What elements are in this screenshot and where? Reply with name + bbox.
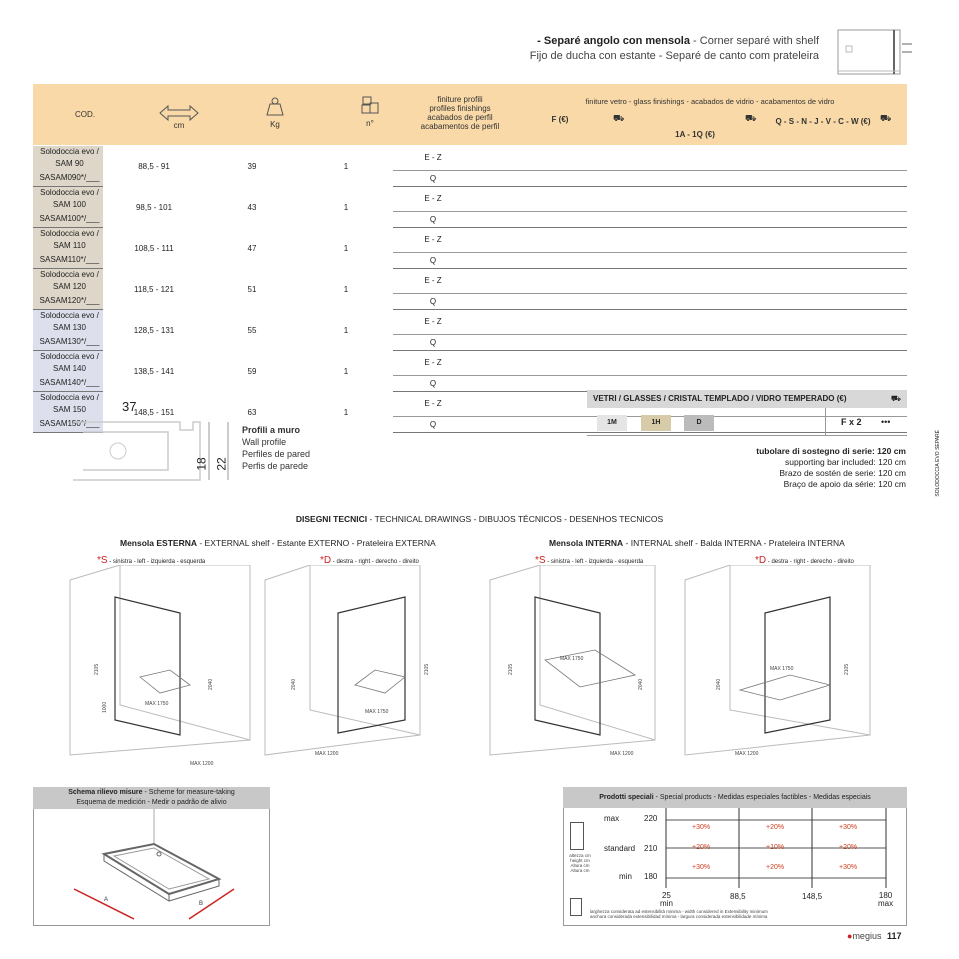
product-name: Solodoccia evo / SAM 150 xyxy=(33,392,103,417)
swatch-1h: 1H xyxy=(641,415,671,431)
product-name: Solodoccia evo / SAM 100 xyxy=(33,187,103,212)
special-cell: +20% xyxy=(692,844,711,851)
product-n: 1 xyxy=(343,161,349,171)
drawings-title: DISEGNI TECNICI - TECHNICAL DRAWINGS - DIBUJOS TÉCNICOS - DESENHOS TECNICOS xyxy=(295,514,664,524)
special-header: Prodotti speciali - Special products - Medidas especiales factibles - Medidas especiais xyxy=(563,787,907,808)
col-kg: Kg xyxy=(270,120,280,129)
svg-text:MAX 1750: MAX 1750 xyxy=(560,656,584,662)
finish-q: Q xyxy=(393,375,473,392)
header-title: - Separé angolo con mensola xyxy=(537,35,690,47)
glasses-row xyxy=(587,408,907,436)
product-kg: 39 xyxy=(247,161,257,171)
finish-ez: E - Z xyxy=(393,146,473,170)
svg-text:2040: 2040 xyxy=(291,678,297,690)
finish-q: Q xyxy=(393,416,473,433)
product-cm: 98,5 - 101 xyxy=(135,202,173,212)
product-kg: 59 xyxy=(247,366,257,376)
truck-icon-2: ⛟ xyxy=(745,113,757,123)
ext-right-label: *D - destra - right - derecho - direito xyxy=(320,555,419,566)
product-cm: 128,5 - 131 xyxy=(133,325,175,335)
x-88: 88,5 xyxy=(730,892,746,901)
schema-box xyxy=(33,809,270,926)
product-code: SASAM090*/___ xyxy=(33,170,103,187)
product-cm: 138,5 - 141 xyxy=(133,366,175,376)
swatch-d: D xyxy=(684,415,714,431)
svg-text:2105: 2105 xyxy=(424,663,430,675)
table-row xyxy=(33,146,907,170)
col-f: F (€) xyxy=(551,115,569,124)
row-std-val: 210 xyxy=(644,844,658,853)
svg-text:A: A xyxy=(104,897,109,903)
x-180: 180 max xyxy=(878,891,894,908)
external-shelf-title: Mensola ESTERNA - EXTERNAL shelf - Estante EXTERNO - Prateleira EXTERNA xyxy=(120,538,436,548)
svg-text:MAX 1200: MAX 1200 xyxy=(315,751,339,757)
profile-dim-18: 18 xyxy=(194,457,209,471)
special-cell: +30% xyxy=(839,864,858,871)
product-name: Solodoccia evo / SAM 120 xyxy=(33,269,103,294)
product-code: SASAM110*/___ xyxy=(33,252,103,269)
profile-dim-22: 22 xyxy=(214,457,229,471)
truck-icon-3: ⛟ xyxy=(880,113,892,123)
finish-ez: E - Z xyxy=(393,228,473,253)
schema-drawing xyxy=(34,809,269,924)
product-n: 1 xyxy=(343,243,349,253)
truck-icon: ⛟ xyxy=(613,113,625,123)
schema-header: Schema rilievo misure - Scheme for measure-taking Esquema de medición - Medir o padrão de alivio xyxy=(33,787,270,809)
special-cell: +20% xyxy=(766,824,785,831)
special-box xyxy=(563,808,907,926)
special-cell: +20% xyxy=(766,864,785,871)
product-code: SASAM140*/___ xyxy=(33,375,103,392)
int-left-label: *S - sinistra - left - izquierda - esquerda xyxy=(535,555,644,566)
special-cell: +30% xyxy=(692,824,711,831)
product-n: 1 xyxy=(343,202,349,212)
product-code: SASAM130*/___ xyxy=(33,334,103,351)
side-label: SOLODOCCIA EVO SEPARÉ xyxy=(935,430,941,497)
table-row xyxy=(33,269,907,294)
product-n: 1 xyxy=(343,407,349,417)
width-note: larghezza considerata ad estensibilità minima - width considered in Extensibility minimum anchura considerada extensibilidad mínima - largura considerada extensibilidade mínima xyxy=(590,909,768,919)
row-std-label: standard xyxy=(604,844,636,853)
svg-text:MAX 1200: MAX 1200 xyxy=(735,751,759,757)
product-code: SASAM120*/___ xyxy=(33,293,103,310)
product-cm: 148,5 - 151 xyxy=(133,407,175,417)
finish-q: Q xyxy=(393,293,473,310)
ext-left-label: *S - sinistra - left - izquierda - esquerda xyxy=(97,555,206,566)
support-bar-info: tubolare di sostegno di serie: 120 cm supporting bar included: 120 cm Brazo de sostén de serie: 120 cm Braço de apoio da série: 120 cm xyxy=(756,446,906,489)
brand: megius xyxy=(852,931,882,941)
svg-text:B: B xyxy=(199,901,204,907)
svg-text:MAX 1750: MAX 1750 xyxy=(145,701,169,707)
product-cm: 118,5 - 121 xyxy=(134,284,174,294)
special-cell: +20% xyxy=(839,844,858,851)
col-cm: cm xyxy=(173,121,185,130)
glass-dots: ••• xyxy=(881,417,891,427)
table-row xyxy=(33,351,907,376)
product-n: 1 xyxy=(343,325,349,335)
special-cell: +30% xyxy=(692,864,711,871)
col-cod: COD. xyxy=(75,110,95,119)
svg-text:MAX 1200: MAX 1200 xyxy=(610,751,634,757)
page-header xyxy=(530,34,819,64)
row-max-val: 220 xyxy=(644,814,658,823)
svg-text:2105: 2105 xyxy=(508,663,514,675)
product-name: Solodoccia evo / SAM 130 xyxy=(33,310,103,335)
table-row xyxy=(33,187,907,212)
svg-text:2040: 2040 xyxy=(638,678,644,690)
special-cell: +10% xyxy=(766,844,785,851)
col-1a: 1A - 1Q (€) xyxy=(675,130,715,139)
finish-ez: E - Z xyxy=(393,310,473,335)
special-cell: +30% xyxy=(839,824,858,831)
profile-labels: Profili a muro Wall profile Perfiles de pared Perfis de parede xyxy=(242,425,311,471)
finish-q: Q xyxy=(393,252,473,269)
finish-ez: E - Z xyxy=(393,269,473,294)
header-title-en: - Corner separé with shelf xyxy=(690,35,819,47)
width-icon xyxy=(570,898,582,916)
col-glass: finiture vetro - glass finishings - acabados de vidrio - acabamentos de vidro xyxy=(585,97,835,106)
product-kg: 51 xyxy=(247,284,257,294)
product-n: 1 xyxy=(343,366,349,376)
svg-text:MAX 1200: MAX 1200 xyxy=(190,761,214,767)
technical-drawings xyxy=(60,565,900,775)
int-right-label: *D - destra - right - derecho - direito xyxy=(755,555,854,566)
product-kg: 43 xyxy=(247,202,257,212)
col-codes: Q - S - N - J - V - C - W (€) xyxy=(775,117,871,126)
finish-q: Q xyxy=(393,334,473,351)
swatch-1m: 1M xyxy=(597,415,627,431)
finish-q: Q xyxy=(393,211,473,228)
product-n: 1 xyxy=(343,284,349,294)
finish-q: Q xyxy=(393,170,473,187)
product-code: SASAM150*/___ xyxy=(33,416,103,433)
row-max-label: max xyxy=(604,814,620,823)
glass-fx: F x 2 xyxy=(841,417,862,427)
footer: ●megius 117 xyxy=(847,931,902,941)
svg-text:2105: 2105 xyxy=(94,663,100,675)
internal-shelf-title: Mensola INTERNA - INTERNAL shelf - Balda INTERNA - Prateleira INTERNA xyxy=(549,538,845,548)
row-min-label: min xyxy=(619,872,632,881)
height-note: altezza cm height cm Altura cm Altura cm xyxy=(569,853,591,873)
svg-text:2040: 2040 xyxy=(716,678,722,690)
row-min-val: 180 xyxy=(644,872,658,881)
product-cm: 108,5 - 111 xyxy=(134,243,174,253)
packages-icon xyxy=(360,95,380,115)
product-kg: 55 xyxy=(247,325,257,335)
finish-ez: E - Z xyxy=(393,187,473,212)
glasses-header: VETRI / GLASSES / CRISTAL TEMPLADO / VIDRO TEMPERADO (€) ⛟ xyxy=(587,390,907,408)
product-kg: 63 xyxy=(247,407,257,417)
height-icon xyxy=(570,822,584,850)
table-row xyxy=(33,310,907,335)
weight-icon xyxy=(265,97,285,117)
svg-text:MAX 1750: MAX 1750 xyxy=(365,709,389,715)
product-kg: 47 xyxy=(247,243,257,253)
product-code: SASAM100*/___ xyxy=(33,211,103,228)
wall-profile-drawing xyxy=(68,410,238,490)
x-148: 148,5 xyxy=(802,892,823,901)
svg-text:2105: 2105 xyxy=(844,663,850,675)
width-arrows-icon xyxy=(158,104,200,122)
profile-dim-top: 37 xyxy=(122,399,137,414)
x-25: 25 min xyxy=(660,891,673,908)
svg-text:MAX 1750: MAX 1750 xyxy=(770,666,794,672)
col-n: n° xyxy=(366,119,374,128)
product-name: Solodoccia evo / SAM 90 xyxy=(33,146,103,170)
col-finish: finiture profili profiles finishings acabados de perfil acabamentos de perfil xyxy=(420,95,500,131)
header-title-line2: Fijo de ducha con estante - Separé de canto com prateleira xyxy=(529,50,819,62)
product-name: Solodoccia evo / SAM 140 xyxy=(33,351,103,376)
svg-text:1000: 1000 xyxy=(102,701,108,713)
corner-diagram-icon xyxy=(836,28,916,78)
svg-text:2040: 2040 xyxy=(208,678,214,690)
product-cm: 88,5 - 91 xyxy=(138,161,170,171)
finish-ez: E - Z xyxy=(393,392,473,417)
product-name: Solodoccia evo / SAM 110 xyxy=(33,228,103,253)
table-row xyxy=(33,228,907,253)
finish-ez: E - Z xyxy=(393,351,473,376)
page-number: 117 xyxy=(886,931,902,941)
